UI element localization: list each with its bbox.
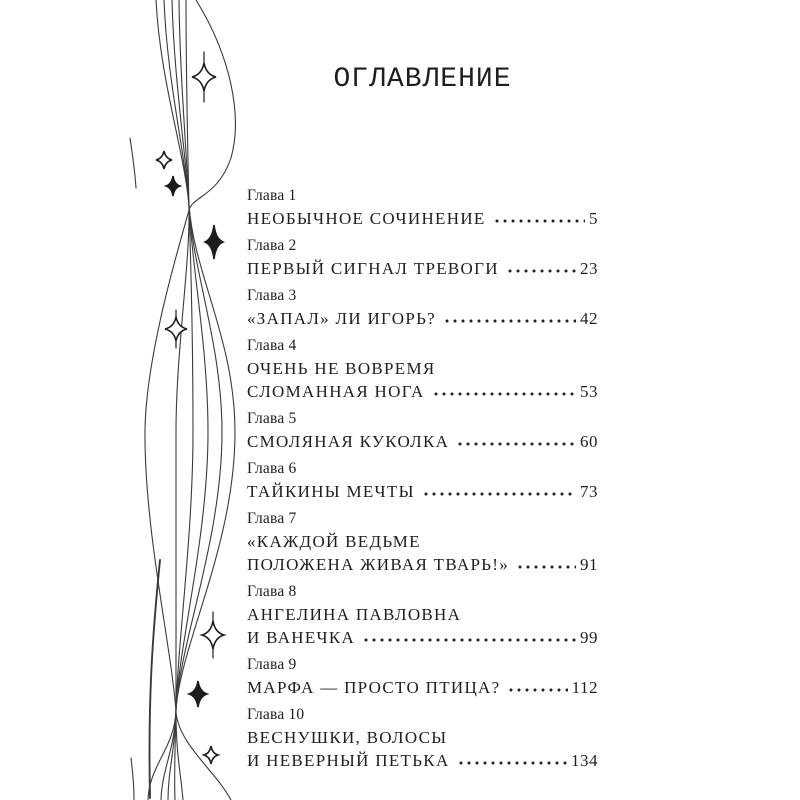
toc-title-text: И НЕВЕРНЫЙ ПЕТЬКА xyxy=(247,751,450,770)
toc-page-number: 60 xyxy=(580,432,598,451)
toc-chapter-label: Глава 2 xyxy=(247,237,297,254)
toc-page-number: 42 xyxy=(580,309,598,328)
toc-entry[interactable] xyxy=(247,184,598,230)
toc-title-text: ТАЙКИНЫ МЕЧТЫ xyxy=(247,482,415,501)
ribbon-curves xyxy=(130,0,235,800)
ribbon-lines-decoration xyxy=(0,0,270,800)
toc-chapter-label: Глава 3 xyxy=(247,287,297,304)
toc-entry[interactable] xyxy=(247,653,598,699)
toc-title-line-with-page xyxy=(247,257,598,280)
toc-entry[interactable] xyxy=(247,580,598,649)
toc-chapter-label: Глава 4 xyxy=(247,337,297,354)
toc-chapter-label: Глава 8 xyxy=(247,583,297,600)
toc-title-line-with-page xyxy=(247,553,598,576)
toc-title-text: НЕОБЫЧНОЕ СОЧИНЕНИЕ xyxy=(247,209,486,228)
toc-chapter-label: Глава 6 xyxy=(247,460,297,477)
toc-page-number: 53 xyxy=(580,382,598,401)
toc-title-line-with-page xyxy=(247,676,598,699)
toc-title-text: СМОЛЯНАЯ КУКОЛКА xyxy=(247,432,450,451)
toc-title-text: ВЕСНУШКИ, ВОЛОСЫ xyxy=(247,728,448,747)
sparkle-star-outline-icon xyxy=(204,746,218,764)
toc-title-line-with-page xyxy=(247,626,598,649)
sparkle-star-solid-icon xyxy=(189,681,207,707)
toc-page-number: 73 xyxy=(580,482,598,501)
sparkle-star-outline-icon xyxy=(156,151,172,169)
dot-leader xyxy=(516,564,576,570)
toc-entry[interactable] xyxy=(247,334,598,403)
toc-title-line xyxy=(247,603,598,626)
toc-chapter-label: Глава 9 xyxy=(247,656,297,673)
toc-title-line xyxy=(247,726,598,749)
dot-leader xyxy=(362,637,576,643)
toc-entry[interactable] xyxy=(247,457,598,503)
sparkle-star-outline-icon xyxy=(165,310,187,348)
toc-title-line-with-page xyxy=(247,749,598,772)
toc-title-line-with-page xyxy=(247,480,598,503)
toc-page-number: 99 xyxy=(580,628,598,647)
toc-title-text: ПЕРВЫЙ СИГНАЛ ТРЕВОГИ xyxy=(247,259,499,278)
toc-title-text: АНГЕЛИНА ПАВЛОВНА xyxy=(247,605,462,624)
toc-entry[interactable] xyxy=(247,234,598,280)
sparkle-star-outline-icon xyxy=(202,612,224,658)
toc-chapter-label: Глава 5 xyxy=(247,410,297,427)
toc-chapter-label: Глава 10 xyxy=(247,706,305,723)
toc-title-text: ПОЛОЖЕНА ЖИВАЯ ТВАРЬ!» xyxy=(247,555,510,574)
toc-title-line-with-page xyxy=(247,207,598,230)
toc-title-line xyxy=(247,357,598,380)
toc-entry[interactable] xyxy=(247,284,598,330)
dot-leader xyxy=(457,760,567,766)
toc-title-text: «ЗАПАЛ» ЛИ ИГОРЬ? xyxy=(247,309,437,328)
toc-page-number: 23 xyxy=(580,259,598,278)
page-title: ОГЛАВЛЕНИЕ xyxy=(333,64,512,95)
toc-title-text: СЛОМАННАЯ НОГА xyxy=(247,382,425,401)
toc-title-line xyxy=(247,530,598,553)
dot-leader xyxy=(443,318,576,324)
toc-title-line-with-page xyxy=(247,430,598,453)
sparkle-stars xyxy=(156,52,224,764)
sparkle-star-solid-icon xyxy=(166,176,180,196)
toc-page-number: 5 xyxy=(589,209,598,228)
toc-title-line-with-page xyxy=(247,380,598,403)
dot-leader xyxy=(432,391,576,397)
toc-title-text: «КАЖДОЙ ВЕДЬМЕ xyxy=(247,532,421,551)
dot-leader xyxy=(456,441,576,447)
toc-page-number: 91 xyxy=(580,555,598,574)
table-of-contents xyxy=(247,184,598,776)
dot-leader xyxy=(507,687,567,693)
sparkle-star-outline-icon xyxy=(192,52,216,102)
toc-title-text: И ВАНЕЧКА xyxy=(247,628,356,647)
toc-title-line-with-page xyxy=(247,307,598,330)
dot-leader xyxy=(422,491,576,497)
toc-chapter-label: Глава 1 xyxy=(247,187,297,204)
toc-chapter-label: Глава 7 xyxy=(247,510,297,527)
toc-entry[interactable] xyxy=(247,703,598,772)
dot-leader xyxy=(506,268,576,274)
toc-entry[interactable] xyxy=(247,407,598,453)
toc-title-text: ОЧЕНЬ НЕ ВОВРЕМЯ xyxy=(247,359,436,378)
toc-page-number: 134 xyxy=(571,751,598,770)
toc-title-text: МАРФА — ПРОСТО ПТИЦА? xyxy=(247,678,501,697)
toc-entry[interactable] xyxy=(247,507,598,576)
dot-leader xyxy=(493,218,585,224)
toc-page-number: 112 xyxy=(571,678,598,697)
sparkle-star-solid-icon xyxy=(205,225,223,259)
